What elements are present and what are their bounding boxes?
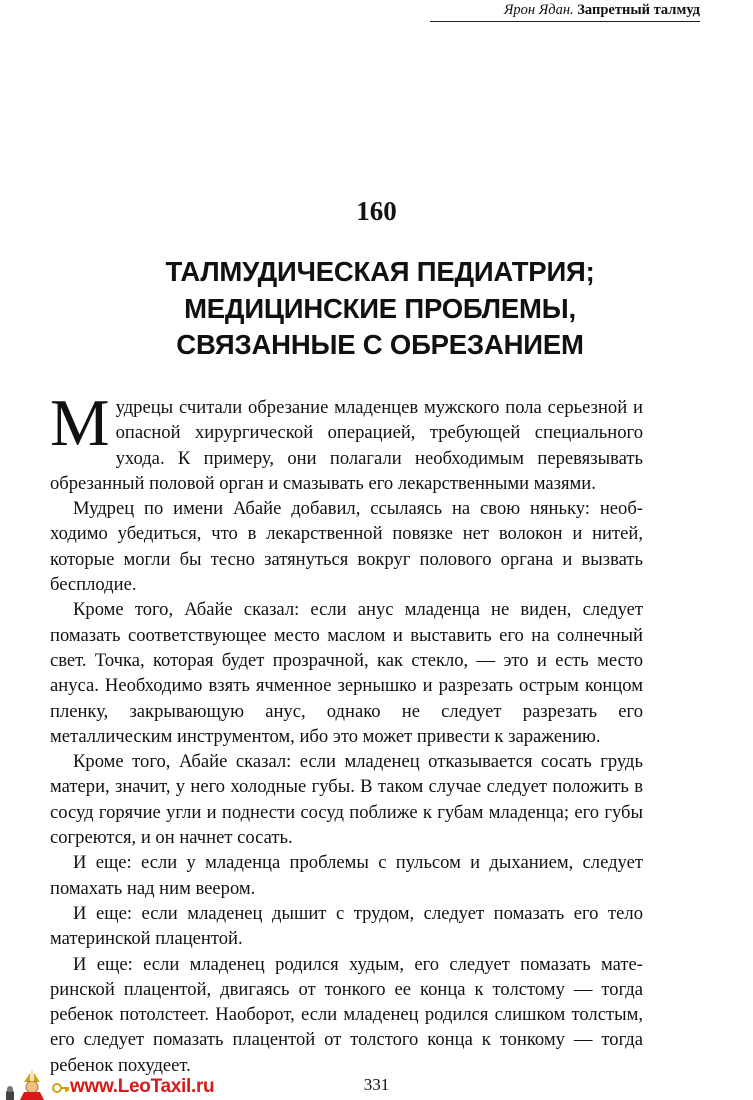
paragraph: Кроме того, Абайе сказал: если младенец отказывается сосать грудь матери, значит, у него холодные губы. В таком случае следует положить в сосуд горячие угли и поднести сосуд поближе к губам младенца; его губы согреются, и он начнет сосать. [50, 751, 643, 849]
paragraph [50, 386, 643, 496]
paragraph: Мудрец по имени Абайе добавил, ссылаясь на свою няньку: необходимо убедиться, что в лекарственной повязке нет волокон и нитей, которые могли бы тесно затянуться вокруг полового органа и вызвать бесплодие. [50, 498, 643, 596]
running-head [430, 2, 700, 22]
chapter-title-line: СВЯЗАННЫЕ С ОБРЕЗАНИЕМ [176, 329, 584, 360]
paragraph: И еще: если у младенца проблемы с пульсом и дыханием, следует помахать над ним веером. [50, 852, 643, 899]
drop-cap: М [50, 386, 110, 460]
chapter-title-line: ТАЛМУДИЧЕСКАЯ ПЕДИАТРИЯ; [165, 256, 595, 287]
chapter-number: 160 [356, 196, 397, 226]
header-author: Ярон Ядан. [503, 2, 574, 18]
paragraph: И еще: если младенец родился худым, его следует помазать материнской плацентой, двигаясь от тонкого ее конца к толстому — тогда ребенок потолстеет. Наоборот, если младенец родился слишком толстым, его следует помазать плацентой от толстого конца к тонкому — тогда ребенок похудеет. [50, 953, 643, 1076]
paragraph-text: удрецы считали обрезание младенцев мужского пола серьезной и опасной хирургической операцией, требующей специального ухода. К примеру, они полагали необходимым перевязывать обрезанный половой орган и смазывать его лекарственными мазями. [50, 397, 643, 494]
paragraph: И еще: если младенец дышит с трудом, следует помазать его тело материнской плацентой. [50, 902, 643, 950]
site-url[interactable]: www.LeoTaxil.ru [70, 1076, 215, 1097]
body-text [50, 386, 643, 1078]
header-book-title: Запретный талмуд [577, 2, 700, 18]
paragraph: Кроме того, Абайе сказал: если анус младенца не виден, следует помазать соответствующее место маслом и выставить его на солнечный свет. Точка, которая будет прозрачной, как стекло, — это и есть место ануса. Необходимо взять ячменное зернышко и разрезать острым концом пленку, закрывающую анус, однако не следует разрезать его металлическим инструментом, ибо это может привести к заражению. [50, 599, 643, 747]
chapter-title [60, 254, 700, 364]
page-number: 331 [363, 1075, 390, 1094]
chapter-title-line: МЕДИЦИНСКИЕ ПРОБЛЕМЫ, [184, 292, 576, 324]
